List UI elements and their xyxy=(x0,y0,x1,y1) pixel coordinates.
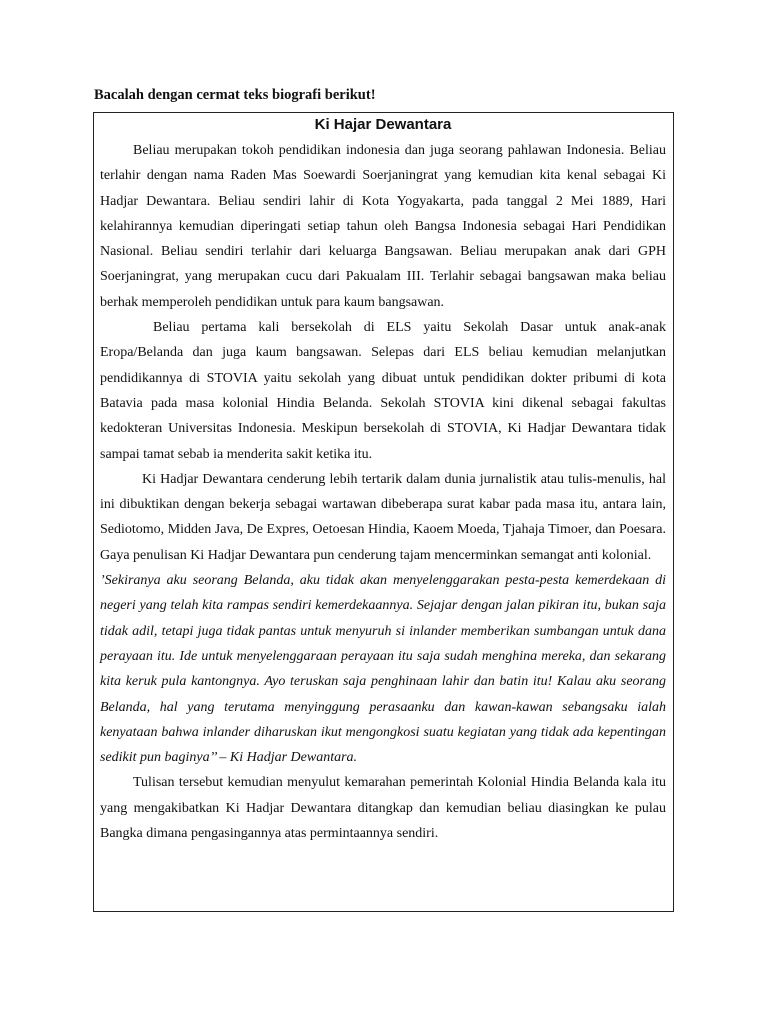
paragraph-quote: ’Sekiranya aku seorang Belanda, aku tidak akan menyelenggarakan pesta-pesta kemerdekaan di negeri yang telah kita rampas sendiri kemerdekaannya. Sejajar dengan jalan pikiran itu, bukan saja tidak adil, tetapi juga tidak pantas untuk menyuruh si inlander memberikan sumbangan untuk dana perayaan itu. Ide untuk menyelenggaraan perayaan itu saja sudah menghina mereka, dan sekarang kita keruk pula kantongnya. Ayo teruskan saja penghinaan lahir dan batin itu! Kalau aku seorang Belanda, hal yang terutama menyinggung perasaanku dan kawan-kawan sebangsaku ialah kenyataan bahwa inlander diharuskan ikut mengongkosi suatu kegiatan yang tidak ada kepentingan sedikit pun baginya’’ – Ki Hadjar Dewantara. xyxy=(100,573,666,766)
paragraph-exile: Tulisan tersebut kemudian menyulut kemarahan pemerintah Kolonial Hindia Belanda kala itu yang mengakibatkan Ki Hadjar Dewantara ditangkap dan kemudian beliau diasingkan ke pulau Bangka dimana pengasingannya atas permintaannya sendiri. xyxy=(100,775,666,842)
paragraph-journalism: Ki Hadjar Dewantara cenderung lebih tertarik dalam dunia jurnalistik atau tulis-menulis, hal ini dibuktikan dengan bekerja sebagai wartawan dibeberapa surat kabar pada masa itu, antara lain, Sediotomo, Midden Java, De Expres, Oetoesan Hindia, Kaoem Moeda, Tjahaja Timoer, dan Poesara. Gaya penulisan Ki Hadjar Dewantara pun cenderung tajam mencerminkan semangat anti kolonial. xyxy=(100,471,666,563)
paragraph-education: Beliau pertama kali bersekolah di ELS yaitu Sekolah Dasar untuk anak-anak Eropa/Belanda dan juga kaum bangsawan. Selepas dari ELS beliau kemudian melanjutkan pendidikannya di STOVIA yaitu sekolah yang dibuat untuk pendidikan dokter pribumi di kota Batavia pada masa kolonial Hindia Belanda. Sekolah STOVIA kini dikenal sebagai fakultas kedokteran Universitas Indonesia. Meskipun bersekolah di STOVIA, Ki Hadjar Dewantara tidak sampai tamat sebab ia menderita sakit ketika itu. xyxy=(100,320,666,462)
instruction-heading: Bacalah dengan cermat teks biografi berikut! xyxy=(94,87,376,103)
paragraph-early-life: Beliau merupakan tokoh pendidikan indonesia dan juga seorang pahlawan Indonesia. Beliau terlahir dengan nama Raden Mas Soewardi Soerjaningrat yang kemudian kita kenal sebagai Ki Hadjar Dewantara. Beliau sendiri lahir di Kota Yogyakarta, pada tanggal 2 Mei 1889, Hari kelahirannya kemudian diperingati setiap tahun oleh Bangsa Indonesia sebagai Hari Pendidikan Nasional. Beliau sendiri terlahir dari keluarga Bangsawan. Beliau merupakan anak dari GPH Soerjaningrat, yang merupakan cucu dari Pakualam III. Terlahir sebagai bangsawan maka beliau berhak memperoleh pendidikan untuk para kaum bangsawan. xyxy=(100,143,666,310)
biography-title: Ki Hajar Dewantara xyxy=(314,116,452,133)
biography-box xyxy=(93,112,674,912)
